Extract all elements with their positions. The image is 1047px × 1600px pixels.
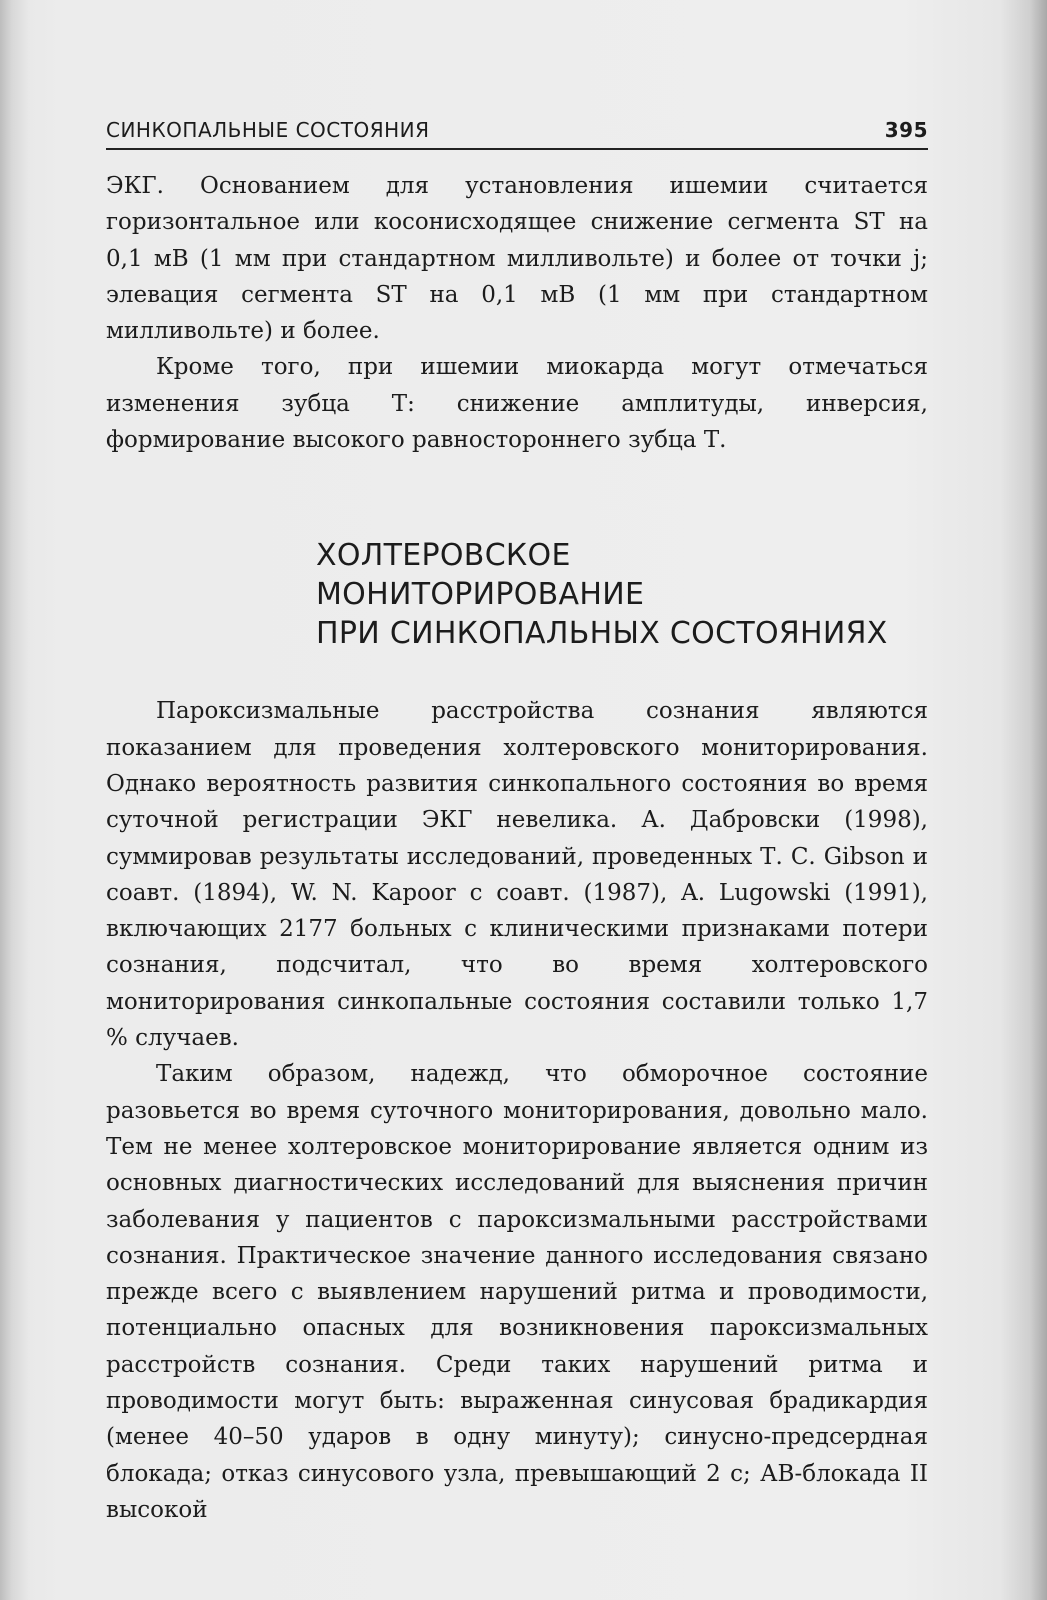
section-heading (316, 536, 928, 653)
heading-line-3: ПРИ СИНКОПАЛЬНЫХ СОСТОЯНИЯХ (316, 616, 888, 652)
paragraph-holter-indication: Пароксизмальные расстройства сознания являются показанием для проведения холтеровского мониторирования. Однако вероятность развития синкопального состояния во время суточной регистрации ЭКГ невелика. А. Дабровски (1998), суммировав результаты исследований, проведенных Т. С. Gibson и соавт. (1894), W. N. Kapoor с соавт. (1987), A. Lugowski (1991), включающих 2177 больных с клиническими признаками потери сознания, подсчитал, что во время холтеровского мониторирования синкопальные состояния составили только 1,7 % случаев. (106, 698, 928, 1052)
paragraph-t-wave: Кроме того, при ишемии миокарда могут отмечаться изменения зубца Т: снижение амплитуды, инверсия, формирование высокого равностороннего зубца Т. (106, 354, 928, 454)
page-number: 395 (884, 118, 928, 142)
paragraph-holter-value: Таким образом, надежд, что обморочное состояние разовьется во время суточного мониторирования, довольно мало. Тем не менее холтеровское мониторирование является одним из основных диагностических исследований для выяснения причин заболевания у пациентов с пароксизмальными расстройствами сознания. Практическое значение данного исследования связано прежде всего с выявлением нарушений ритма и проводимости, потенциально опасных для возникновения пароксизмальных расстройств сознания. Среди таких нарушений ритма и проводимости могут быть: выраженная синусовая брадикардия (менее 40–50 ударов в одну минуту); синусно-предсердная блокада; отказ синусового узла, превышающий 2 с; АВ-блокада II высокой (106, 1061, 928, 1523)
chapter-title: СИНКОПАЛЬНЫЕ СОСТОЯНИЯ (106, 118, 430, 142)
heading-line-2: МОНИТОРИРОВАНИЕ (316, 577, 645, 613)
running-header (106, 112, 928, 150)
heading-line-1: ХОЛТЕРОВСКОЕ (316, 538, 571, 574)
book-page (106, 112, 928, 1528)
paragraph-ecg-criteria: ЭКГ. Основанием для установления ишемии считается горизонтальное или косонисходящее снижение сегмента ST на 0,1 мВ (1 мм при стандартном милливольте) и более от точки j; элевация сегмента ST на 0,1 мВ (1 мм при стандартном милливольте) и более. (106, 173, 928, 345)
